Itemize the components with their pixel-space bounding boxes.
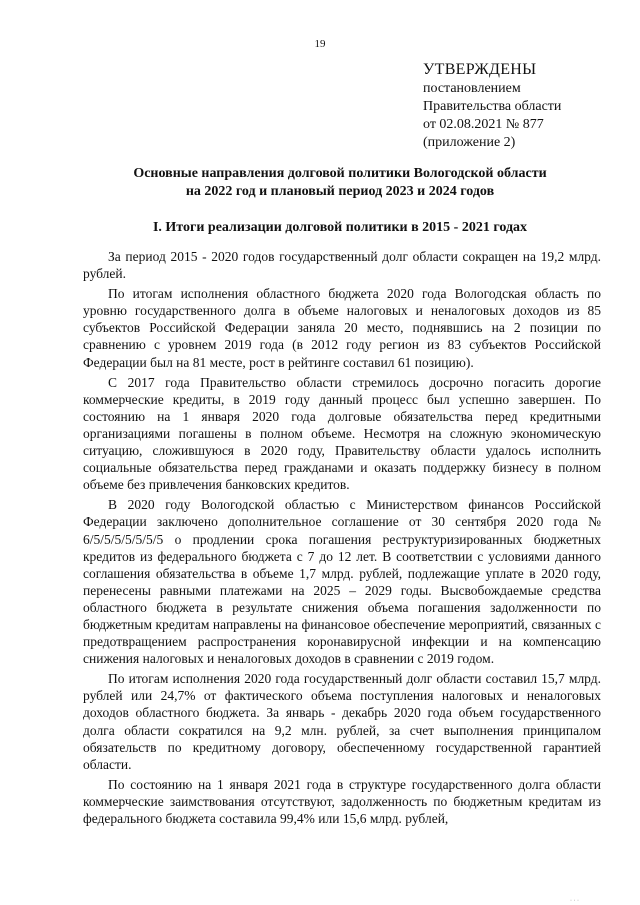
- paragraph-1: За период 2015 - 2020 годов государственный долг области сокращен на 19,2 млрд. рублей.: [83, 249, 601, 282]
- approval-line-4: от 02.08.2021 № 877: [423, 117, 544, 132]
- document-title-line-1: Основные направления долговой политики Вологодской области: [133, 166, 547, 181]
- body-text: [83, 248, 601, 830]
- approval-line-3: Правительства области: [423, 99, 562, 114]
- paragraph-3: С 2017 года Правительство области стремилось досрочно погасить дорогие коммерческие кредиты, в 2019 году данный процесс был успешно завершен. По состоянию на 1 января 2020 года долговые обязательства перед кредитными организациями погашены в полном объеме. Несмотря на сложную экономическую ситуацию, сложившуюся в 2020 году, Правительству области удалось исполнить социальные обязательства перед гражданами и оказать поддержку бизнесу в полном объеме без привлечения банковских кредитов.: [83, 374, 601, 493]
- paragraph-4: В 2020 году Вологодской областью с Министерством финансов Российской Федерации заключено дополнительное соглашение от 30 сентября 2020 года № 6/5/5/5/5/5/5/5 о продлении срока погашения реструктуризированных бюджетных кредитов из федерального бюджета с 7 до 12 лет. В соответствии с условиями данного соглашения обязательства в объеме 1,7 млрд. рублей, подлежащие уплате в 2020 году, перенесены равными платежами на 2025 – 2029 годы. Высвобождаемые средства областного бюджета в результате снижения объема погашения задолженности по бюджетным кредитам направлены на финансовое обеспечение мероприятий, связанных с предотвращением распространения коронавирусной инфекции и на компенсацию снижения налоговых и неналоговых доходов в сравнении с 2019 годом.: [83, 497, 601, 667]
- section-heading: I. Итоги реализации долговой политики в 2015 - 2021 годах: [152, 220, 528, 235]
- document-title: [60, 165, 620, 201]
- document-title-line-2: на 2022 год и плановый период 2023 и 2024 годов: [185, 184, 495, 199]
- approval-stamp-block: [423, 60, 561, 152]
- paragraph-2: По итогам исполнения областного бюджета 2020 года Вологодская область по уровню государственного долга в объеме налоговых и неналоговых доходов из 85 субъектов Российской Федерации заняла 20 место, поднявшись на 2 позиции по сравнению с уровнем 2019 года (в 2012 году регион из 83 субъектов Российской Федерации был на 81 месте, рост в рейтинге составил 61 позицию).: [83, 286, 601, 370]
- scan-artifact-mark: · · ·: [570, 898, 579, 904]
- paragraph-5: По итогам исполнения 2020 года государственный долг области составил 15,7 млрд. рублей или 24,7% от фактического объема поступления налоговых и неналоговых доходов областного бюджета. За январь - декабрь 2020 года объем государственного долга области сократился на 9,2 млн. рублей, за счет выполнения принципалом обязательств по кредитному договору, обеспеченному государственной гарантией области.: [83, 671, 601, 772]
- approval-line-2: постановлением: [423, 81, 521, 96]
- approval-line-5: (приложение 2): [423, 135, 516, 150]
- paragraph-6: По состоянию на 1 января 2021 года в структуре государственного долга области коммерческие заимствования отсутствуют, задолженность по бюджетным кредитам из федерального бюджета составила 99,4% или 15,6 млрд. рублей,: [83, 776, 601, 826]
- approval-heading: УТВЕРЖДЕНЫ: [423, 61, 537, 78]
- page-number: 19: [314, 38, 326, 50]
